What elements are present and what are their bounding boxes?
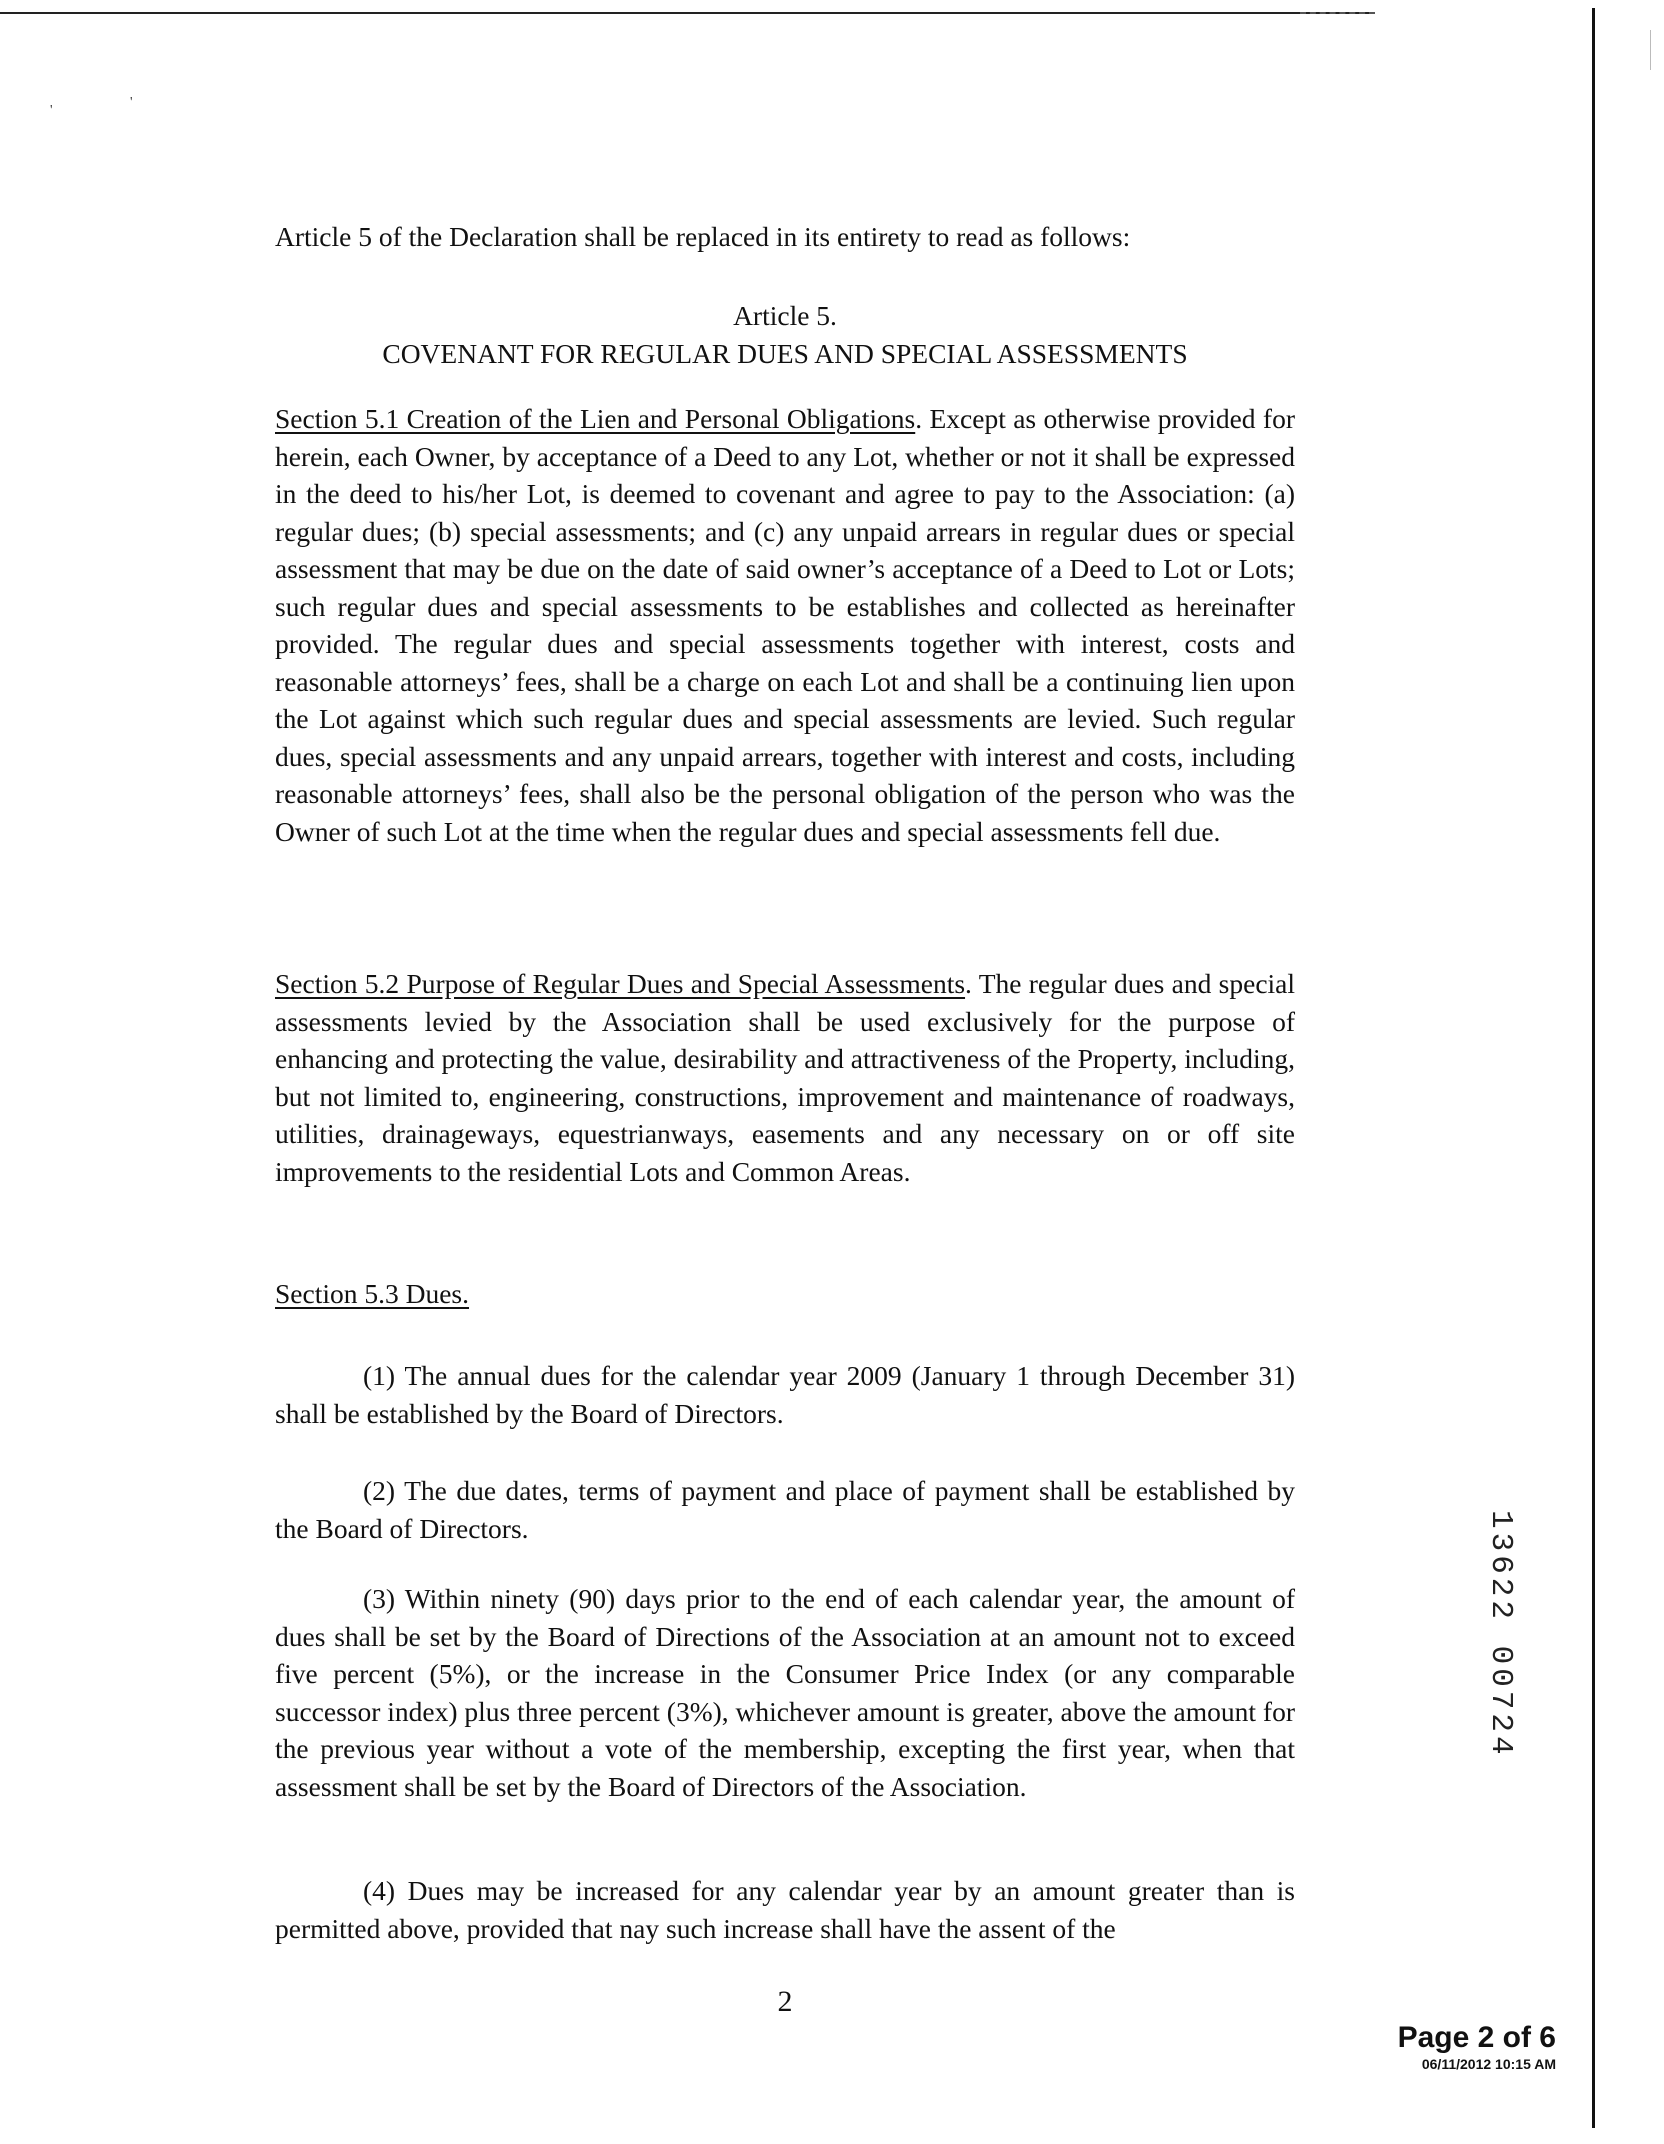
section-5-1 <box>275 400 1295 850</box>
top-border-dash <box>1300 12 1375 14</box>
section-5-1-body: . Except as otherwise provided for herein, each Owner, by acceptance of a Deed to any Lot, whether or not it shall be expressed in the deed to his/her Lot, is deemed to covenant and agree to pay to the Association: (a) regular dues; (b) special assessments; and (c) any unpaid arrears in regular dues or special assessment that may be due on the date of said owner’s acceptance of a Deed to Lot or Lots; such regular dues and special assessments to be establishes and collected as hereinafter provided. The regular dues and special assessments together with interest, costs and reasonable attorneys’ fees, shall be a charge on each Lot and shall be a continuing lien upon the Lot against which such regular dues and special assessments are levied. Such regular dues, special assessments and any unpaid arrears, together with interest and costs, including reasonable attorneys’ fees, shall also be the personal obligation of the person who was the Owner of such Lot at the time when the regular dues and special assessments fell due. <box>275 403 1295 847</box>
section-5-3-heading-text: Section 5.3 Dues. <box>275 1278 470 1309</box>
page-number: 2 <box>777 1985 793 2018</box>
article-number: Article 5. <box>733 300 837 331</box>
article-heading <box>275 297 1295 372</box>
right-border-line <box>1592 8 1595 2128</box>
section-5-1-heading: Section 5.1 Creation of the Lien and Personal Obligations <box>275 403 916 434</box>
page-of-label: Page 2 of 6 <box>1397 2021 1556 2054</box>
section-5-3-heading <box>275 1275 1295 1313</box>
recording-stamp <box>1398 2020 1556 2072</box>
section-5-2-heading: Section 5.2 Purpose of Regular Dues and Special Assessments <box>275 968 966 999</box>
book-page-stamp: 13622 00724 <box>1483 1510 1518 1759</box>
article-title: COVENANT FOR REGULAR DUES AND SPECIAL ASSESSMENTS <box>382 337 1188 369</box>
top-border-line <box>0 12 1375 14</box>
dues-paragraph-3: (3) Within ninety (90) days prior to the end of each calendar year, the amount of dues shall be set by the Board of Directions of the Association at an amount not to exceed five percent (5%), or the increase in the Consumer Price Index (or any comparable successor index) plus three percent (3%), whichever amount is greater, above the amount for the previous year without a vote of the membership, excepting the first year, when that assessment shall be set by the Board of Directors of the Association. <box>275 1583 1295 1802</box>
dues-paragraph-4: (4) Dues may be increased for any calendar year by an amount greater than is permitted above, provided that nay such increase shall have the assent of the <box>275 1875 1295 1944</box>
dues-paragraph-2: (2) The due dates, terms of payment and place of payment shall be established by the Board of Directors. <box>275 1475 1295 1544</box>
intro-paragraph: Article 5 of the Declaration shall be replaced in its entirety to read as follows: <box>275 221 1131 252</box>
dues-paragraph-1: (1) The annual dues for the calendar year 2009 (January 1 through December 31) shall be established by the Board of Directors. <box>275 1360 1295 1429</box>
section-5-2 <box>275 965 1295 1190</box>
faint-edge-mark <box>1650 30 1651 70</box>
recording-timestamp: 06/11/2012 10:15 AM <box>1421 2056 1556 2072</box>
section-5-2-body: . The regular dues and special assessments levied by the Association shall be used exclusively for the purpose of enhancing and protecting the value, desirability and attractiveness of the Property, including, but not limited to, engineering, constructions, improvement and maintenance of roadways, utilities, drainageways, equestrianways, easements and any necessary on or off site improvements to the residential Lots and Common Areas. <box>275 968 1296 1187</box>
